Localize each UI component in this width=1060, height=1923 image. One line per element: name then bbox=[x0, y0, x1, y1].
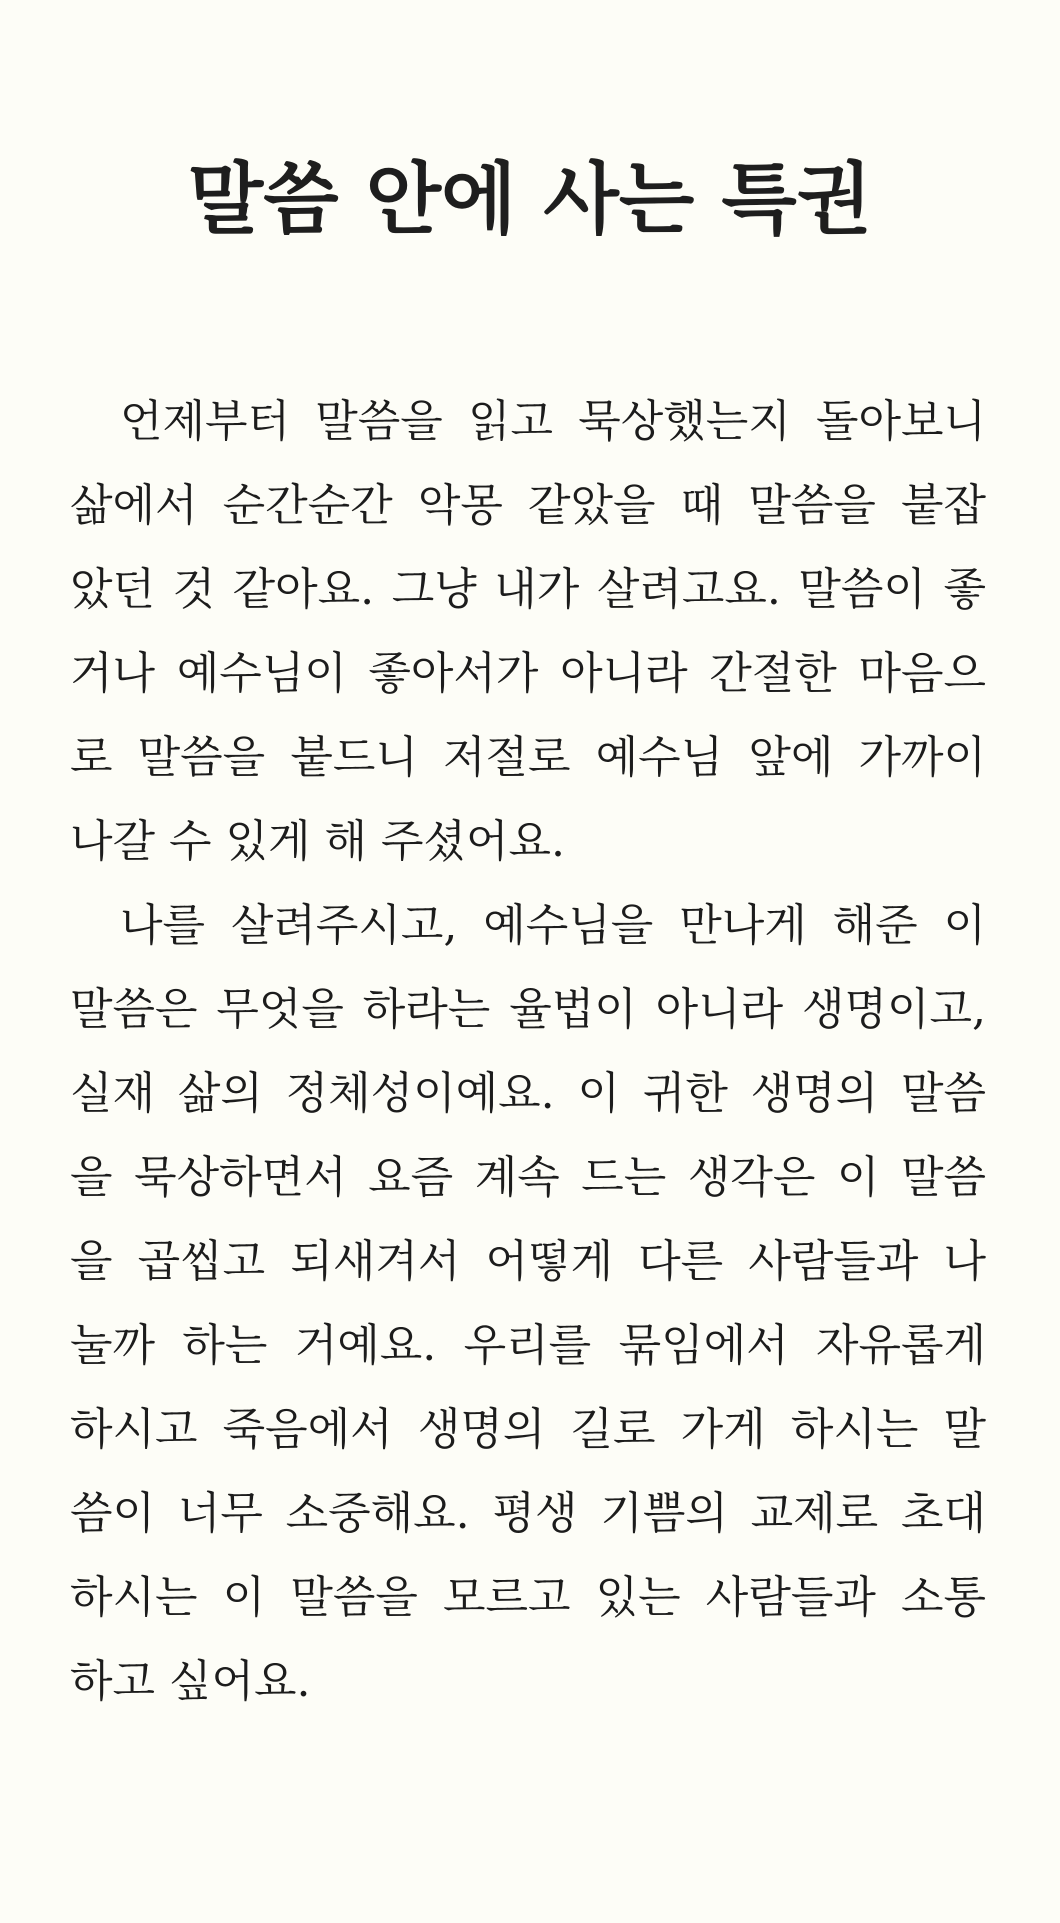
text-line: 하고 싶어요. bbox=[70, 1656, 311, 1707]
text-line: 나갈 수 있게 해 주셨어요. bbox=[70, 816, 565, 867]
paragraph bbox=[70, 380, 986, 884]
paragraph bbox=[70, 884, 986, 1724]
text-line: 로 말씀을 붙드니 저절로 예수님 앞에 가까이 bbox=[70, 732, 986, 783]
text-line: 을 곱씹고 되새겨서 어떻게 다른 사람들과 나 bbox=[70, 1236, 986, 1287]
text-line: 나를 살려주시고, 예수님을 만나게 해준 이 bbox=[120, 900, 986, 951]
text-line: 하시고 죽음에서 생명의 길로 가게 하시는 말 bbox=[70, 1404, 986, 1455]
text-line: 거나 예수님이 좋아서가 아니라 간절한 마음으 bbox=[70, 648, 986, 699]
text-line: 았던 것 같아요. 그냥 내가 살려고요. 말씀이 좋 bbox=[70, 564, 986, 615]
text-line: 언제부터 말씀을 읽고 묵상했는지 돌아보니 bbox=[120, 396, 986, 447]
text-line: 실재 삶의 정체성이예요. 이 귀한 생명의 말씀 bbox=[70, 1068, 986, 1119]
text-line: 을 묵상하면서 요즘 계속 드는 생각은 이 말씀 bbox=[70, 1152, 986, 1203]
text-line: 하시는 이 말씀을 모르고 있는 사람들과 소통 bbox=[70, 1572, 986, 1623]
text-line: 삶에서 순간순간 악몽 같았을 때 말씀을 붙잡 bbox=[70, 480, 986, 531]
page-title: 말씀 안에 사는 특권 bbox=[187, 155, 873, 245]
text-line: 말씀은 무엇을 하라는 율법이 아니라 생명이고, bbox=[70, 984, 986, 1035]
body-text bbox=[70, 380, 986, 1724]
text-line: 눌까 하는 거예요. 우리를 묶임에서 자유롭게 bbox=[70, 1320, 986, 1371]
text-line: 씀이 너무 소중해요. 평생 기쁨의 교제로 초대 bbox=[70, 1488, 986, 1539]
